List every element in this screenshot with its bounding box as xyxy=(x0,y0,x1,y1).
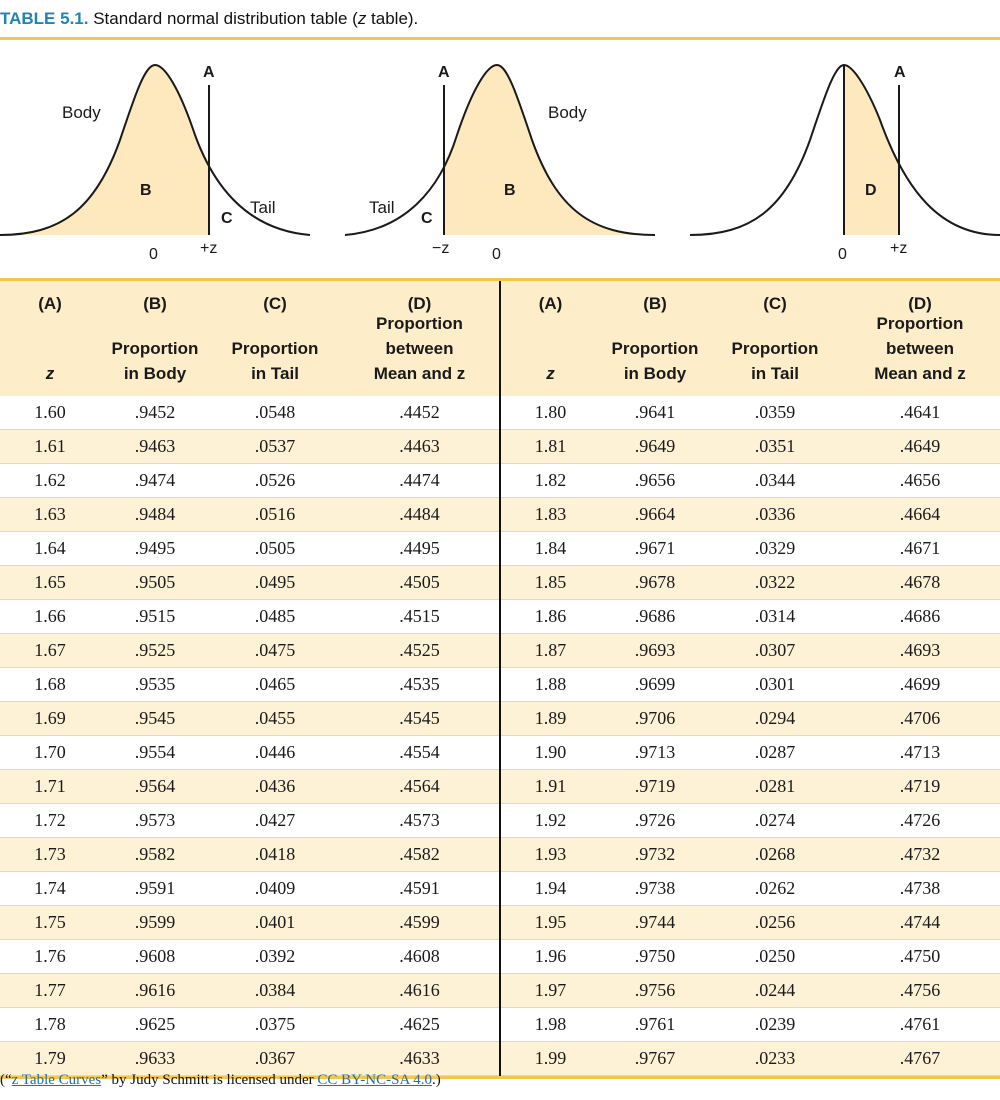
table-cell: 1.94 xyxy=(500,872,600,906)
table-cell: .0409 xyxy=(210,872,340,906)
table-cell: .0427 xyxy=(210,804,340,838)
table-cell: .9554 xyxy=(100,736,210,770)
table-cell: .0268 xyxy=(710,838,840,872)
table-cell: .9641 xyxy=(600,396,710,430)
caption-text-after: table). xyxy=(366,9,419,28)
table-cell: .0485 xyxy=(210,600,340,634)
table-cell: .0262 xyxy=(710,872,840,906)
table-cell: .4625 xyxy=(340,1008,500,1042)
table-cell: 1.62 xyxy=(0,464,100,498)
column-name-line: Proportion xyxy=(876,314,964,333)
table-cell: .0418 xyxy=(210,838,340,872)
table-cell: .9706 xyxy=(600,702,710,736)
column-header xyxy=(840,281,1000,396)
table-cell: .9719 xyxy=(600,770,710,804)
table-cell: .0274 xyxy=(710,804,840,838)
column-letter: (C) xyxy=(263,294,287,313)
table-cell: .4515 xyxy=(340,600,500,634)
column-header xyxy=(0,281,100,396)
table-cell: 1.90 xyxy=(500,736,600,770)
table-cell: .9671 xyxy=(600,532,710,566)
table-cell: .4699 xyxy=(840,668,1000,702)
table-cell: .4649 xyxy=(840,430,1000,464)
table-cell: .0294 xyxy=(710,702,840,736)
table-cell: .4582 xyxy=(340,838,500,872)
table-cell: .4495 xyxy=(340,532,500,566)
table-cell: .9495 xyxy=(100,532,210,566)
table-cell: .4616 xyxy=(340,974,500,1008)
column-letter: (D) xyxy=(407,294,432,313)
table-cell: .0233 xyxy=(710,1042,840,1076)
table-cell: .9738 xyxy=(600,872,710,906)
table-cell: .4732 xyxy=(840,838,1000,872)
footnote-open: (“ xyxy=(0,1072,12,1088)
table-cell: .0351 xyxy=(710,430,840,464)
table-cell: 1.73 xyxy=(0,838,100,872)
table-row xyxy=(0,396,1000,430)
table-cell: .4767 xyxy=(840,1042,1000,1076)
table-cell: .0256 xyxy=(710,906,840,940)
column-name-line: Proportion xyxy=(731,339,819,358)
table-cell: 1.81 xyxy=(500,430,600,464)
fig2-tail-label: Tail xyxy=(369,198,395,217)
column-name-line: z xyxy=(45,364,55,383)
table-cell: 1.70 xyxy=(0,736,100,770)
table-cell: 1.64 xyxy=(0,532,100,566)
table-cell: .9463 xyxy=(100,430,210,464)
table-cell: .0548 xyxy=(210,396,340,430)
table-cell: .9750 xyxy=(600,940,710,974)
column-name-line: in Body xyxy=(123,364,187,383)
table-cell: 1.67 xyxy=(0,634,100,668)
table-cell: .9515 xyxy=(100,600,210,634)
table-cell: .4545 xyxy=(340,702,500,736)
table-cell: .0475 xyxy=(210,634,340,668)
table-cell: .4573 xyxy=(340,804,500,838)
table-cell: .4505 xyxy=(340,566,500,600)
fig1-body-label: Body xyxy=(62,103,101,122)
footnote-middle: ” by Judy Schmitt is licensed under xyxy=(101,1072,318,1088)
table-cell: .9678 xyxy=(600,566,710,600)
table-cell: 1.93 xyxy=(500,838,600,872)
table-cell: .9664 xyxy=(600,498,710,532)
table-cell: 1.86 xyxy=(500,600,600,634)
column-header xyxy=(210,281,340,396)
table-cell: .4719 xyxy=(840,770,1000,804)
column-name-line: Proportion xyxy=(111,339,199,358)
table-cell: .0307 xyxy=(710,634,840,668)
table-cell: .9732 xyxy=(600,838,710,872)
column-name xyxy=(210,336,340,386)
table-row xyxy=(0,668,1000,702)
table-cell: .4599 xyxy=(340,906,500,940)
fig2-region-b: B xyxy=(504,182,516,199)
fig3-axis-zero: 0 xyxy=(838,246,847,263)
table-cell: .9633 xyxy=(100,1042,210,1076)
table-cell: 1.63 xyxy=(0,498,100,532)
table-cell: 1.85 xyxy=(500,566,600,600)
table-cell: .9452 xyxy=(100,396,210,430)
table-cell: 1.79 xyxy=(0,1042,100,1076)
table-cell: 1.84 xyxy=(500,532,600,566)
fig1-region-b: B xyxy=(140,182,152,199)
column-name xyxy=(0,361,100,386)
table-cell: 1.72 xyxy=(0,804,100,838)
fig2-region-c: C xyxy=(421,210,433,227)
table-cell: 1.91 xyxy=(500,770,600,804)
column-name-line: z xyxy=(546,364,555,383)
table-row xyxy=(0,736,1000,770)
table-cell: .4706 xyxy=(840,702,1000,736)
fig1-axis-z: +z xyxy=(200,240,218,257)
table-cell: 1.78 xyxy=(0,1008,100,1042)
table-cell: .9545 xyxy=(100,702,210,736)
table-cell: .0344 xyxy=(710,464,840,498)
fig3-region-d: D xyxy=(865,182,877,199)
fig1-tail-label: Tail xyxy=(250,198,276,217)
table-cell: .9616 xyxy=(100,974,210,1008)
table-row xyxy=(0,974,1000,1008)
table-cell: 1.98 xyxy=(500,1008,600,1042)
table-cell: .9564 xyxy=(100,770,210,804)
table-cell: .0446 xyxy=(210,736,340,770)
table-header-row xyxy=(0,281,1000,396)
fig1-axis-zero: 0 xyxy=(149,246,158,263)
table-row xyxy=(0,838,1000,872)
table-cell: .9656 xyxy=(600,464,710,498)
table-cell: .0287 xyxy=(710,736,840,770)
table-row xyxy=(0,566,1000,600)
table-cell: .0359 xyxy=(710,396,840,430)
caption-z: z xyxy=(357,9,367,28)
table-cell: .4686 xyxy=(840,600,1000,634)
table-cell: 1.99 xyxy=(500,1042,600,1076)
z-table-grid xyxy=(0,281,1000,1076)
table-cell: .9599 xyxy=(100,906,210,940)
table-cell: .0384 xyxy=(210,974,340,1008)
table-cell: .4484 xyxy=(340,498,500,532)
table-cell: .4452 xyxy=(340,396,500,430)
table-cell: 1.88 xyxy=(500,668,600,702)
column-letter: (B) xyxy=(143,294,167,313)
table-cell: .9649 xyxy=(600,430,710,464)
fig1-region-c: C xyxy=(221,210,233,227)
table-cell: 1.75 xyxy=(0,906,100,940)
table-cell: .4761 xyxy=(840,1008,1000,1042)
table-cell: 1.92 xyxy=(500,804,600,838)
table-row xyxy=(0,872,1000,906)
table-cell: .9505 xyxy=(100,566,210,600)
table-cell: .0239 xyxy=(710,1008,840,1042)
table-cell: .0329 xyxy=(710,532,840,566)
table-body xyxy=(0,396,1000,1076)
fig1-region-a: A xyxy=(203,64,215,81)
column-header xyxy=(100,281,210,396)
fig3-region-a: A xyxy=(894,64,906,81)
column-name-line: Mean and z xyxy=(373,364,466,383)
fig2-body-label: Body xyxy=(548,103,587,122)
table-cell: .0392 xyxy=(210,940,340,974)
table-cell: .9744 xyxy=(600,906,710,940)
table-cell: .9591 xyxy=(100,872,210,906)
column-header xyxy=(600,281,710,396)
footnote-source-link[interactable]: z Table Curves xyxy=(11,1072,102,1088)
table-cell: .4656 xyxy=(840,464,1000,498)
table-cell: .0436 xyxy=(210,770,340,804)
table-cell: .4525 xyxy=(340,634,500,668)
table-cell: .0465 xyxy=(210,668,340,702)
table-cell: .9693 xyxy=(600,634,710,668)
column-name xyxy=(501,361,600,386)
column-name-line: Proportion xyxy=(611,339,699,358)
column-header xyxy=(710,281,840,396)
column-name xyxy=(340,311,499,386)
table-cell: .0495 xyxy=(210,566,340,600)
column-letter: (A) xyxy=(538,294,563,313)
caption-label: TABLE 5.1. xyxy=(0,9,89,28)
table-row xyxy=(0,1008,1000,1042)
table-cell: .0401 xyxy=(210,906,340,940)
table-row xyxy=(0,430,1000,464)
distribution-figures xyxy=(0,40,1000,278)
table-cell: .4535 xyxy=(340,668,500,702)
figure-body-tail-right xyxy=(0,64,310,263)
table-cell: 1.60 xyxy=(0,396,100,430)
footnote-close: .) xyxy=(431,1072,441,1088)
column-letter: (C) xyxy=(763,294,787,313)
figure-body-tail-left xyxy=(345,64,655,263)
table-cell: .4671 xyxy=(840,532,1000,566)
column-name-line: Mean and z xyxy=(874,364,966,383)
table-cell: .0526 xyxy=(210,464,340,498)
caption-text: Standard normal distribution table ( xyxy=(93,9,358,28)
table-row xyxy=(0,770,1000,804)
table-row xyxy=(0,940,1000,974)
column-name-line: Proportion xyxy=(231,339,319,358)
table-cell: 1.80 xyxy=(500,396,600,430)
column-letter: (A) xyxy=(38,294,62,313)
column-header xyxy=(500,281,600,396)
table-cell: .0301 xyxy=(710,668,840,702)
table-cell: .4750 xyxy=(840,940,1000,974)
footnote xyxy=(0,1072,441,1089)
table-row xyxy=(0,532,1000,566)
table-cell: .9582 xyxy=(100,838,210,872)
table-cell: 1.96 xyxy=(500,940,600,974)
table-row xyxy=(0,634,1000,668)
table-cell: .9767 xyxy=(600,1042,710,1076)
table-cell: .9756 xyxy=(600,974,710,1008)
table-cell: .9761 xyxy=(600,1008,710,1042)
fig2-axis-zero: 0 xyxy=(492,246,501,263)
table-cell: .9474 xyxy=(100,464,210,498)
table-cell: .9525 xyxy=(100,634,210,668)
table-cell: .9713 xyxy=(600,736,710,770)
column-name xyxy=(600,336,710,386)
table-cell: .0281 xyxy=(710,770,840,804)
table-cell: .0336 xyxy=(710,498,840,532)
table-cell: .0244 xyxy=(710,974,840,1008)
table-caption xyxy=(0,6,418,32)
table-cell: .4713 xyxy=(840,736,1000,770)
footnote-license-link[interactable]: CC BY-NC-SA 4.0 xyxy=(317,1072,432,1088)
table-row xyxy=(0,498,1000,532)
table-cell: .4693 xyxy=(840,634,1000,668)
table-cell: .0367 xyxy=(210,1042,340,1076)
table-cell: 1.61 xyxy=(0,430,100,464)
table-cell: 1.66 xyxy=(0,600,100,634)
table-cell: .0516 xyxy=(210,498,340,532)
fig2-region-a: A xyxy=(438,64,450,81)
table-cell: .4633 xyxy=(340,1042,500,1076)
table-cell: .4474 xyxy=(340,464,500,498)
table-cell: 1.83 xyxy=(500,498,600,532)
table-cell: .0537 xyxy=(210,430,340,464)
table-cell: 1.74 xyxy=(0,872,100,906)
table-cell: .0455 xyxy=(210,702,340,736)
column-name-line: Proportion xyxy=(376,314,463,333)
table-cell: .4664 xyxy=(840,498,1000,532)
table-row xyxy=(0,906,1000,940)
column-header xyxy=(340,281,500,396)
table-cell: .4726 xyxy=(840,804,1000,838)
table-cell: .4564 xyxy=(340,770,500,804)
table-cell: 1.76 xyxy=(0,940,100,974)
table-cell: .9573 xyxy=(100,804,210,838)
table-cell: .4678 xyxy=(840,566,1000,600)
table-cell: .9535 xyxy=(100,668,210,702)
table-cell: .9625 xyxy=(100,1008,210,1042)
table-row xyxy=(0,804,1000,838)
table-cell: .0314 xyxy=(710,600,840,634)
figure-mean-to-z xyxy=(690,64,1000,263)
table-row xyxy=(0,1042,1000,1076)
table-row xyxy=(0,600,1000,634)
table-cell: 1.68 xyxy=(0,668,100,702)
fig3-axis-z: +z xyxy=(890,240,908,257)
column-letter: (D) xyxy=(908,294,932,313)
table-cell: .4463 xyxy=(340,430,500,464)
column-name-line: in Body xyxy=(623,364,687,383)
table-cell: 1.89 xyxy=(500,702,600,736)
fig2-axis-z: −z xyxy=(432,240,450,257)
table-cell: .4641 xyxy=(840,396,1000,430)
table-cell: .0505 xyxy=(210,532,340,566)
table-cell: .9484 xyxy=(100,498,210,532)
table-cell: .9699 xyxy=(600,668,710,702)
table-cell: 1.69 xyxy=(0,702,100,736)
table-cell: 1.77 xyxy=(0,974,100,1008)
column-name-line: between xyxy=(385,339,454,358)
table-cell: .4756 xyxy=(840,974,1000,1008)
column-letter: (B) xyxy=(643,294,667,313)
table-cell: .0250 xyxy=(710,940,840,974)
curves-svg xyxy=(0,40,1000,278)
table-cell: .9726 xyxy=(600,804,710,838)
column-name-line: in Tail xyxy=(751,364,799,383)
column-name xyxy=(100,336,210,386)
table-row xyxy=(0,702,1000,736)
table-cell: .0375 xyxy=(210,1008,340,1042)
table-cell: .4591 xyxy=(340,872,500,906)
column-name xyxy=(840,311,1000,386)
table-cell: 1.87 xyxy=(500,634,600,668)
fig3-d-shade xyxy=(844,65,899,235)
column-name-line: in Tail xyxy=(251,364,299,383)
table-cell: 1.82 xyxy=(500,464,600,498)
table-cell: .4608 xyxy=(340,940,500,974)
table-cell: .4554 xyxy=(340,736,500,770)
table-cell: .9608 xyxy=(100,940,210,974)
table-cell: .0322 xyxy=(710,566,840,600)
column-name xyxy=(710,336,840,386)
column-name-line: between xyxy=(885,339,955,358)
table-row xyxy=(0,464,1000,498)
z-table xyxy=(0,278,1000,1079)
table-cell: .9686 xyxy=(600,600,710,634)
table-cell: .4738 xyxy=(840,872,1000,906)
table-cell: 1.65 xyxy=(0,566,100,600)
table-cell: 1.95 xyxy=(500,906,600,940)
table-cell: .4744 xyxy=(840,906,1000,940)
table-cell: 1.71 xyxy=(0,770,100,804)
table-cell: 1.97 xyxy=(500,974,600,1008)
